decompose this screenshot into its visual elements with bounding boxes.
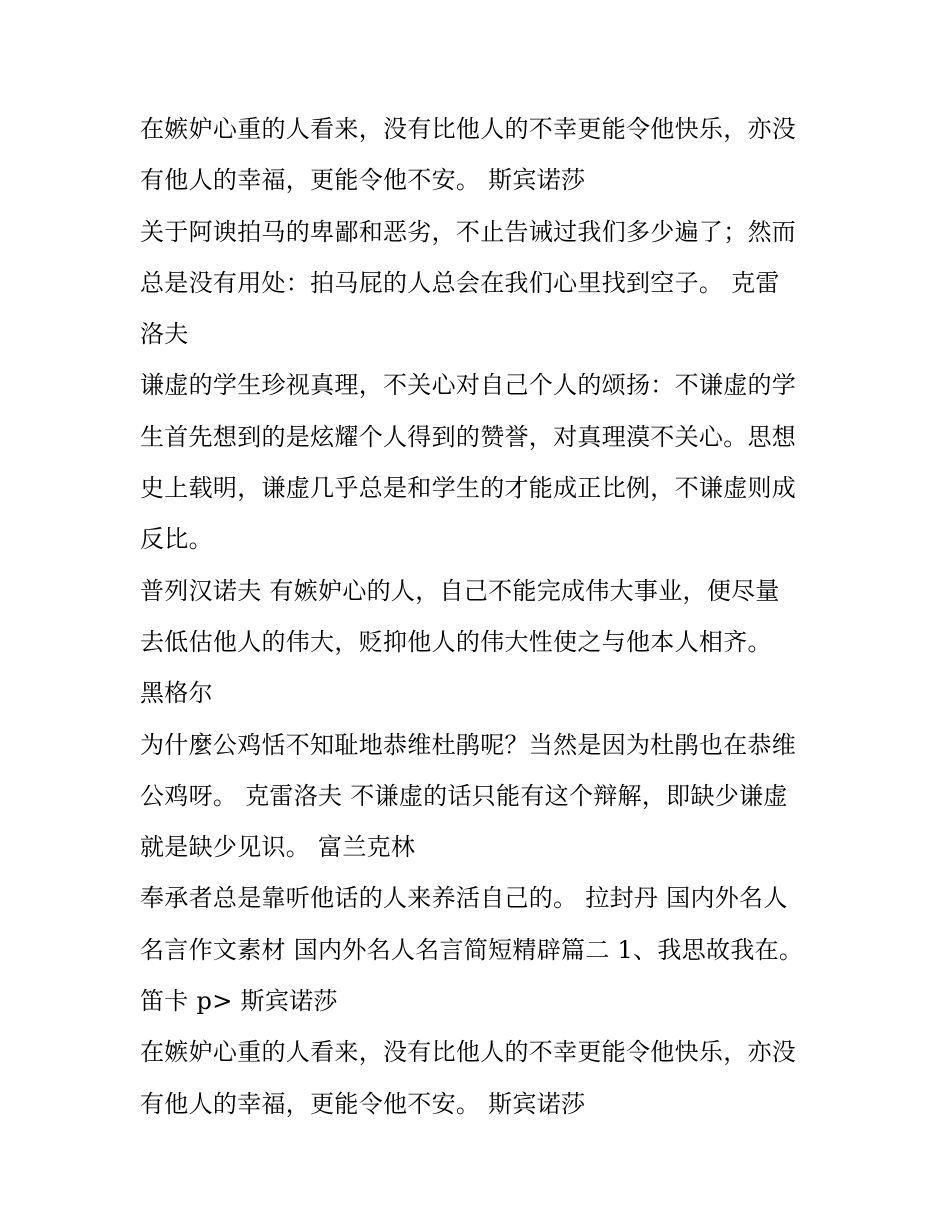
text-line: 就是缺少见识。 富兰克林	[140, 833, 416, 862]
text-line: 生首先想到的是炫耀个人得到的赞誉，对真理漠不关心。思想	[140, 422, 797, 451]
text-line: 在嫉妒心重的人看来，没有比他人的不幸更能令他快乐，亦没	[140, 115, 797, 143]
text-line: 有他人的幸福，更能令他不安。 斯宾诺莎	[140, 166, 586, 195]
text-line: 总是没有用处：拍马屁的人总会在我们心里找到空子。 克雷	[140, 268, 780, 297]
text-line: 在嫉妒心重的人看来，没有比他人的不幸更能令他快乐，亦没	[140, 1038, 797, 1067]
text-line: 史上载明，谦虚几乎总是和学生的才能成正比例，不谦虚则成	[140, 474, 797, 503]
text-line: 公鸡呀。 克雷洛夫 不谦虚的话只能有这个辩解，即缺少谦虚	[140, 781, 788, 810]
text-line: 去低估他人的伟大，贬抑他人的伟大性使之与他本人相齐。	[140, 627, 772, 656]
text-line: 普列汉诺夫 有嫉妒心的人，自己不能完成伟大事业，便尽量	[140, 576, 780, 605]
text-line: 反比。	[140, 525, 213, 554]
text-line: 黑格尔	[140, 679, 213, 708]
text-line: 关于阿谀拍马的卑鄙和恶劣，不止告诫过我们多少遍了；然而	[140, 217, 797, 246]
text-line: 有他人的幸福，更能令他不安。 斯宾诺莎	[140, 1089, 586, 1118]
text-line: 洛夫	[140, 320, 189, 349]
text-line: 谦虚的学生珍视真理，不关心对自己个人的颂扬：不谦虚的学	[140, 371, 797, 400]
document-body	[140, 104, 820, 1130]
text-line: 奉承者总是靠听他话的人来养活自己的。 拉封丹 国内外名人	[140, 884, 788, 913]
text-line: 名言作文素材 国内外名人名言简短精辟篇二 1、我思故我在。	[140, 935, 804, 964]
text-line: 为什麼公鸡恬不知耻地恭维杜鹃呢？当然是因为杜鹃也在恭维	[140, 730, 797, 759]
text-line: 笛卡 p> 斯宾诺莎	[140, 987, 338, 1016]
